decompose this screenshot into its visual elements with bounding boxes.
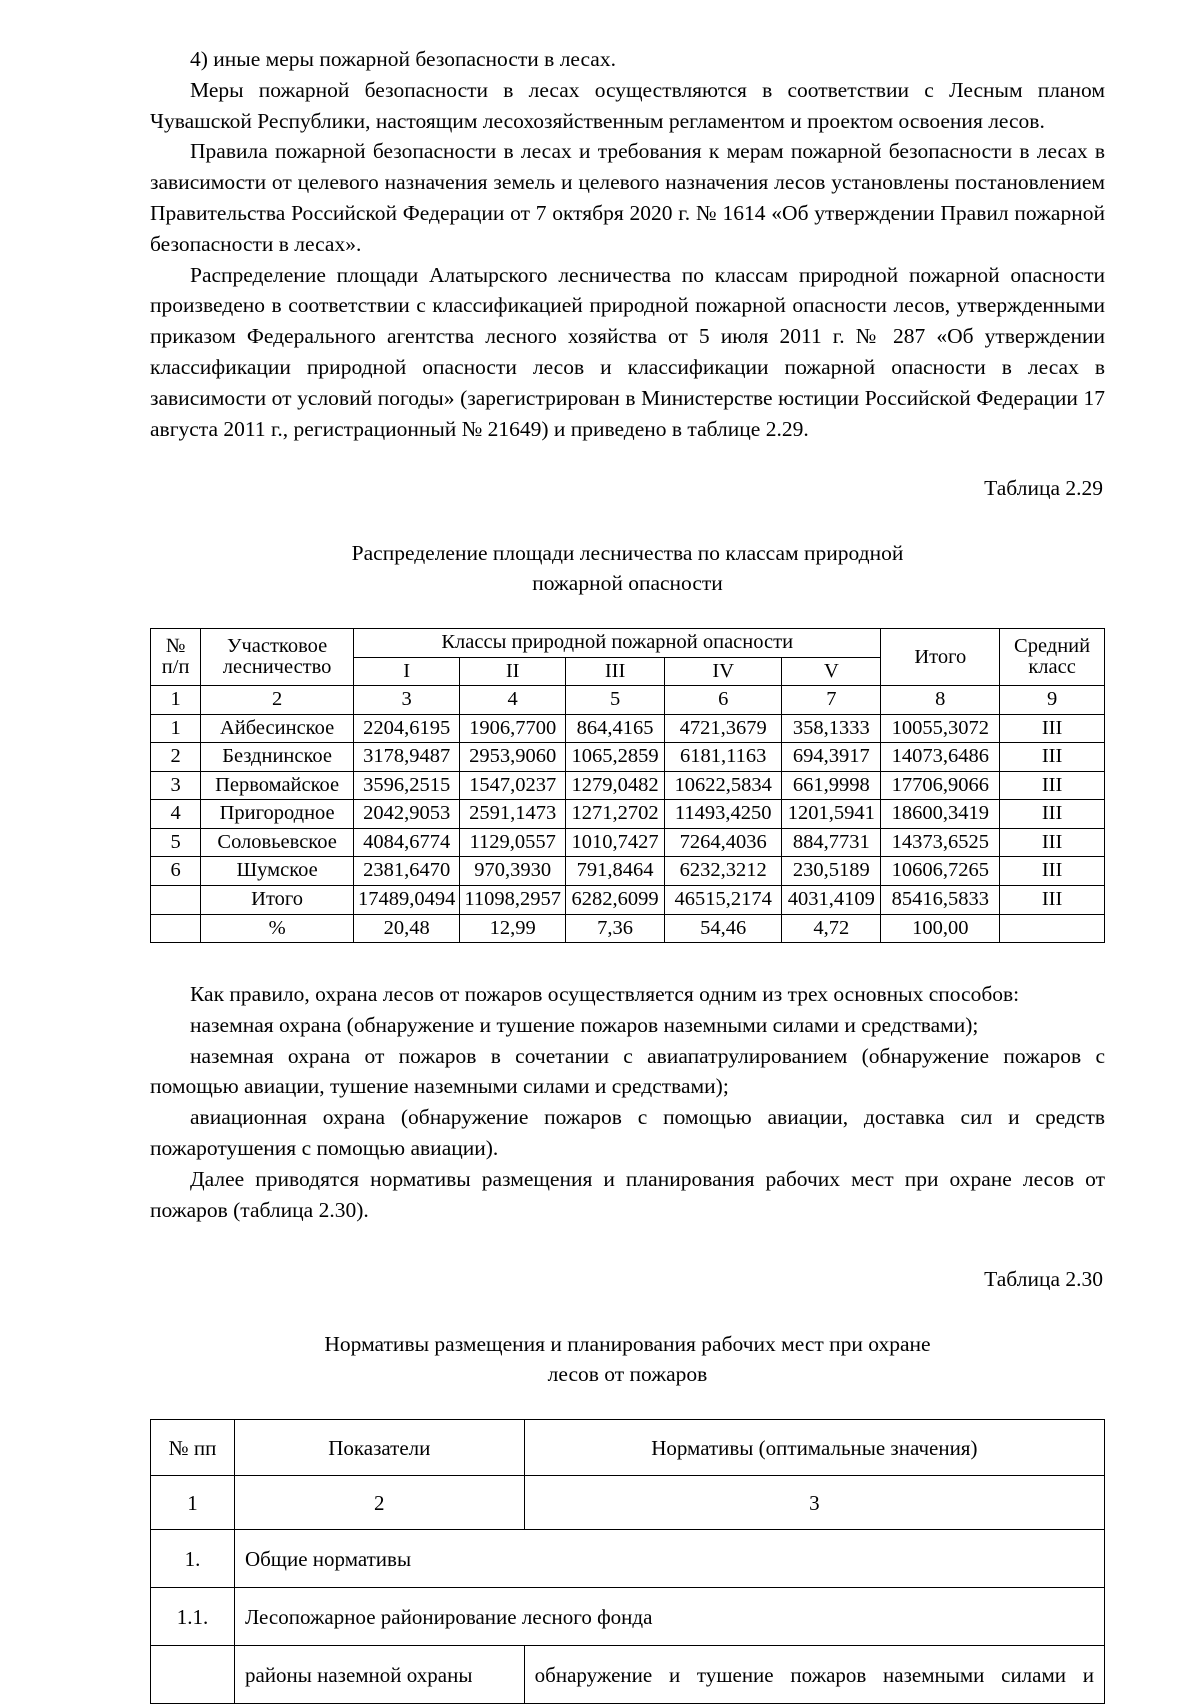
cell-average-class: III	[1000, 886, 1105, 915]
cell-total: 17706,9066	[881, 771, 1000, 800]
after-table-paragraphs	[150, 979, 1105, 1225]
header-cell-norms: Нормативы (оптимальные значения)	[524, 1420, 1104, 1476]
table-230-row	[151, 1530, 1105, 1588]
cell-class-1: 20,48	[353, 914, 459, 943]
header-average-line2: класс	[1028, 656, 1076, 679]
cell-name: %	[201, 914, 354, 943]
cell-class-2: 1129,0557	[460, 828, 566, 857]
cell-num: 1.	[151, 1530, 235, 1588]
cell-np: 1	[151, 714, 201, 743]
cell-np: 4	[151, 800, 201, 829]
cell-indicator: районы наземной охраны	[234, 1646, 524, 1704]
cell-class-1: 17489,0494	[353, 886, 459, 915]
cell-class-3: 1065,2859	[565, 743, 664, 772]
header-cell-num: № пп	[151, 1420, 235, 1476]
table-percent-row	[151, 914, 1105, 943]
cell-class-4: 11493,4250	[665, 800, 782, 829]
cell-np: 3	[151, 771, 201, 800]
cell-class-5: 661,9998	[782, 771, 881, 800]
intro-paragraphs	[150, 44, 1105, 444]
cell-class-3: 1279,0482	[565, 771, 664, 800]
cell-class-5: 4,72	[782, 914, 881, 943]
table-header-row-1	[151, 629, 1105, 658]
cell-indicator: Лесопожарное районирование лесного фонда	[234, 1588, 1104, 1646]
cell-class-4: 6181,1163	[665, 743, 782, 772]
cell-np: 6	[151, 857, 201, 886]
cell-np	[151, 914, 201, 943]
paragraph-1: 4) иные меры пожарной безопасности в лесах.	[190, 47, 616, 71]
cell-name: Шумское	[201, 857, 354, 886]
table-row	[151, 743, 1105, 772]
table-229-number: Таблица 2.29	[984, 476, 1103, 501]
table-230-caption-line1: Нормативы размещения и планирования рабочих мест при охране	[324, 1332, 931, 1357]
table-row	[151, 828, 1105, 857]
cell-class-5: 230,5189	[782, 857, 881, 886]
cell-name: Первомайское	[201, 771, 354, 800]
cell-class-3: 1010,7427	[565, 828, 664, 857]
cell-total: 14373,6525	[881, 828, 1000, 857]
table-row	[151, 771, 1105, 800]
table-230-row	[151, 1588, 1105, 1646]
cell-class-1: 2381,6470	[353, 857, 459, 886]
header-cell-district	[201, 629, 354, 686]
cell-name: Безднинское	[201, 743, 354, 772]
table-row	[151, 800, 1105, 829]
cell-total: 14073,6486	[881, 743, 1000, 772]
table-fire-danger-classes	[150, 628, 1105, 943]
cell-class-4: 6232,3212	[665, 857, 782, 886]
colnum-2: 2	[234, 1476, 524, 1530]
cell-class-4: 54,46	[665, 914, 782, 943]
cell-total: 85416,5833	[881, 886, 1000, 915]
table-229-caption-line1: Распределение площади лесничества по классам природной	[351, 541, 904, 566]
table-row	[151, 857, 1105, 886]
cell-num	[151, 1646, 235, 1704]
header-cell-number	[151, 629, 201, 686]
cell-class-2: 970,3930	[460, 857, 566, 886]
colnum-9: 9	[1000, 686, 1105, 715]
cell-class-2: 11098,2957	[460, 886, 566, 915]
colnum-5: 5	[565, 686, 664, 715]
cell-total: 18600,3419	[881, 800, 1000, 829]
cell-total: 10606,7265	[881, 857, 1000, 886]
colnum-1: 1	[151, 686, 201, 715]
colnum-7: 7	[782, 686, 881, 715]
header-cell-class-2: II	[460, 657, 566, 686]
header-cell-indicators: Показатели	[234, 1420, 524, 1476]
cell-average-class: III	[1000, 800, 1105, 829]
cell-class-1: 3178,9487	[353, 743, 459, 772]
table-total-row	[151, 886, 1105, 915]
cell-class-1: 3596,2515	[353, 771, 459, 800]
colnum-3: 3	[353, 686, 459, 715]
paragraph-3: Правила пожарной безопасности в лесах и требования к мерам пожарной безопасности в лесах в зависимости от целевого назначения земель и целевого назначения лесов установлены постановлением Правительства Российской Федерации от 7 октября 2020 г. № 1614 «Об утверждении Правил пожарной безопасности в лесах».	[150, 139, 1105, 256]
header-cell-class-1: I	[353, 657, 459, 686]
cell-class-4: 10622,5834	[665, 771, 782, 800]
table-230-column-numbering-row	[151, 1476, 1105, 1530]
table-229-caption-line2: пожарной опасности	[532, 571, 723, 596]
cell-average-class: III	[1000, 828, 1105, 857]
table-230-number: Таблица 2.30	[984, 1267, 1103, 1292]
header-cell-total: Итого	[881, 629, 1000, 686]
cell-class-5: 4031,4109	[782, 886, 881, 915]
colnum-8: 8	[881, 686, 1000, 715]
paragraph-9: Далее приводятся нормативы размещения и планирования рабочих мест при охране лесов от пожаров (таблица 2.30).	[150, 1166, 1105, 1222]
cell-class-2: 1547,0237	[460, 771, 566, 800]
cell-class-1: 2042,9053	[353, 800, 459, 829]
cell-average-class: III	[1000, 743, 1105, 772]
header-cell-average-class	[1000, 629, 1105, 686]
header-average-line1: Средний	[1014, 634, 1091, 657]
paragraph-2: Меры пожарной безопасности в лесах осуществляются в соответствии с Лесным планом Чувашской Республики, настоящим лесохозяйственным регламентом и проектом освоения лесов.	[150, 77, 1105, 133]
header-cell-classes-group: Классы природной пожарной опасности	[353, 629, 880, 658]
header-district-line2: лесничество	[222, 656, 332, 679]
paragraph-4: Распределение площади Алатырского лесничества по классам природной пожарной опасности произведено в соответствии с классификацией природной пожарной опасности лесов, утвержденными приказом Федерального агентства лесного хозяйства от 5 июля 2011 г. № 287 «Об утверждении классификации природной опасности лесов и классификации пожарной опасности в лесах в зависимости от условий погоды» (зарегистрирован в Министерстве юстиции Российской Федерации 17 августа 2011 г., регистрационный № 21649) и приведено в таблице 2.29.	[150, 262, 1105, 441]
cell-class-3: 6282,6099	[565, 886, 664, 915]
header-number-line2: п/п	[161, 656, 190, 679]
colnum-6: 6	[665, 686, 782, 715]
table-row	[151, 714, 1105, 743]
cell-class-3: 7,36	[565, 914, 664, 943]
cell-name: Итого	[201, 886, 354, 915]
cell-class-5: 1201,5941	[782, 800, 881, 829]
cell-name: Соловьевское	[201, 828, 354, 857]
header-district-line1: Участковое	[226, 634, 328, 657]
cell-total: 10055,3072	[881, 714, 1000, 743]
table-230-row	[151, 1646, 1105, 1704]
colnum-1: 1	[151, 1476, 235, 1530]
cell-class-2: 2591,1473	[460, 800, 566, 829]
cell-norm: обнаружение и тушение пожаров наземными силами и	[524, 1646, 1104, 1704]
cell-name: Айбесинское	[201, 714, 354, 743]
header-number-line1: №	[165, 634, 186, 657]
cell-average-class: III	[1000, 857, 1105, 886]
cell-total: 100,00	[881, 914, 1000, 943]
cell-np	[151, 886, 201, 915]
table-fire-protection-norms	[150, 1419, 1105, 1704]
paragraph-5: Как правило, охрана лесов от пожаров осуществляется одним из трех основных способов:	[190, 982, 1020, 1007]
cell-class-2: 2953,9060	[460, 743, 566, 772]
cell-class-3: 1271,2702	[565, 800, 664, 829]
cell-class-4: 4721,3679	[665, 714, 782, 743]
header-cell-class-3: III	[565, 657, 664, 686]
header-cell-class-4: IV	[665, 657, 782, 686]
cell-class-3: 864,4165	[565, 714, 664, 743]
cell-class-2: 12,99	[460, 914, 566, 943]
table-column-numbering-row	[151, 686, 1105, 715]
colnum-2: 2	[201, 686, 354, 715]
cell-np: 5	[151, 828, 201, 857]
cell-np: 2	[151, 743, 201, 772]
cell-average-class	[1000, 914, 1105, 943]
cell-class-1: 2204,6195	[353, 714, 459, 743]
cell-average-class: III	[1000, 771, 1105, 800]
header-cell-class-5: V	[782, 657, 881, 686]
colnum-3: 3	[524, 1476, 1104, 1530]
cell-num: 1.1.	[151, 1588, 235, 1646]
table-230-caption-line2: лесов от пожаров	[547, 1362, 708, 1387]
colnum-4: 4	[460, 686, 566, 715]
paragraph-7: наземная охрана от пожаров в сочетании с авиапатрулированием (обнаружение пожаров с помощью авиации, тушение наземными силами и средствами);	[150, 1043, 1105, 1099]
paragraph-8: авиационная охрана (обнаружение пожаров с помощью авиации, доставка сил и средств пожаротушения с помощью авиации).	[150, 1105, 1105, 1161]
cell-indicator: Общие нормативы	[234, 1530, 1104, 1588]
paragraph-6: наземная охрана (обнаружение и тушение пожаров наземными силами и средствами);	[190, 1012, 979, 1037]
cell-class-5: 694,3917	[782, 743, 881, 772]
cell-class-3: 791,8464	[565, 857, 664, 886]
cell-class-4: 46515,2174	[665, 886, 782, 915]
cell-class-5: 884,7731	[782, 828, 881, 857]
cell-class-2: 1906,7700	[460, 714, 566, 743]
cell-class-4: 7264,4036	[665, 828, 782, 857]
cell-average-class: III	[1000, 714, 1105, 743]
cell-class-5: 358,1333	[782, 714, 881, 743]
cell-name: Пригородное	[201, 800, 354, 829]
cell-class-1: 4084,6774	[353, 828, 459, 857]
table-230-header-row	[151, 1420, 1105, 1476]
